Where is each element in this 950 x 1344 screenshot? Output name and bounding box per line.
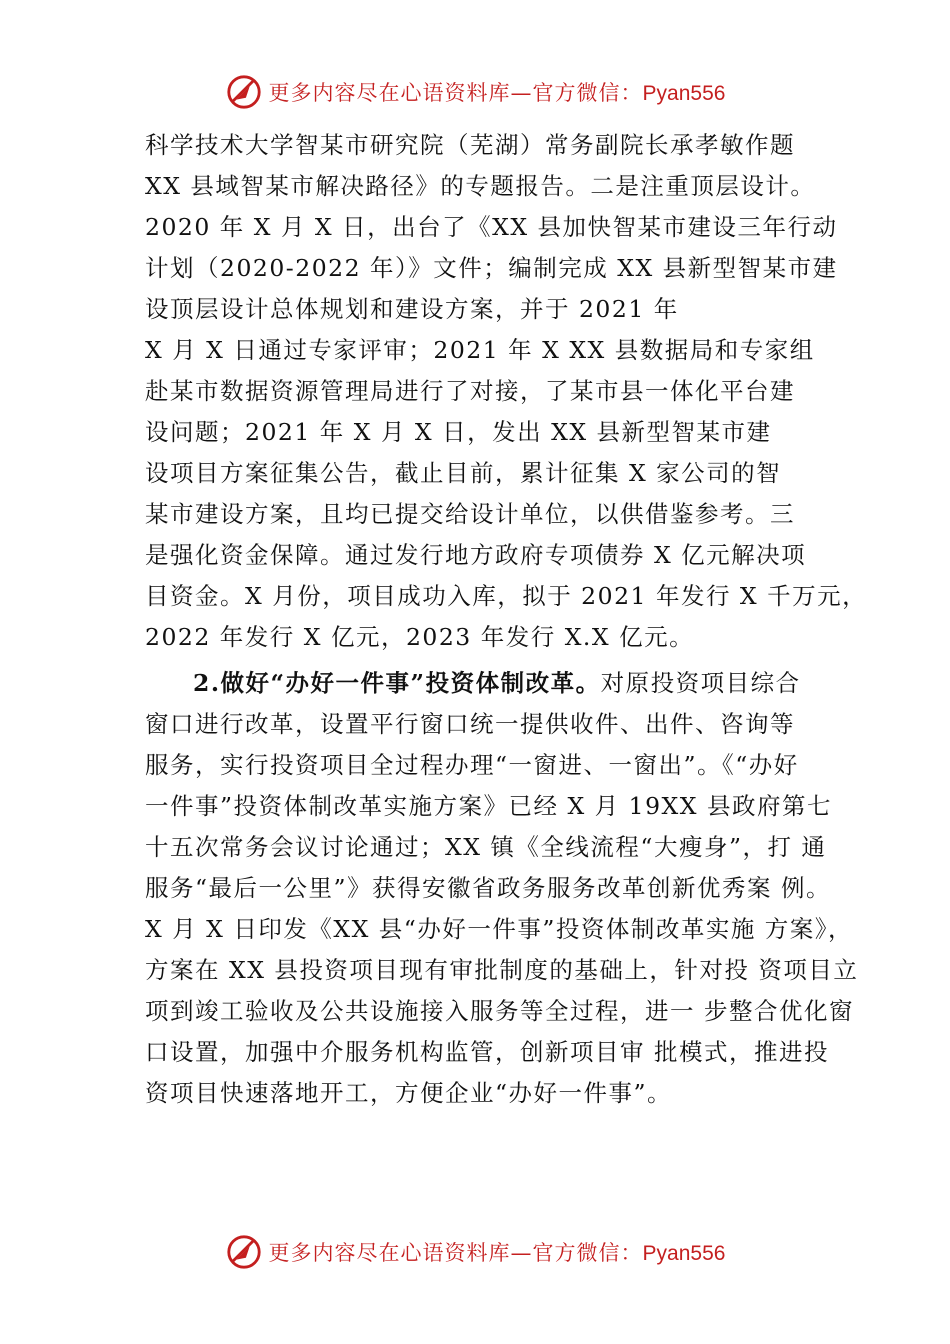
- paragraph-line: 十五次常务会议讨论通过；XX 镇《全线流程“大瘦身”，打 通: [145, 833, 827, 861]
- paragraph-line: 设项目方案征集公告，截止目前，累计征集 X 家公司的智: [145, 459, 782, 487]
- header-watermark-banner: [0, 72, 950, 112]
- paragraph-line: 一件事”投资体制改革实施方案》已经 X 月 19XX 县政府第七: [145, 792, 832, 820]
- paragraph-line: X 月 X 日印发《XX 县“办好一件事”投资体制改革实施 方案》，: [145, 915, 854, 943]
- paragraph-line: 计划（2020-2022 年）》文件；编制完成 XX 县新型智某市建: [145, 254, 838, 282]
- section-heading: 2.做好“办好一件事”投资体制改革。: [193, 669, 601, 697]
- paragraph-line: X 月 X 日通过专家评审；2021 年 X XX 县数据局和专家组: [145, 336, 815, 364]
- paragraph-line: 某市建设方案，且均已提交给设计单位，以供借鉴参考。三: [145, 500, 795, 528]
- pen-logo-icon: [225, 73, 263, 111]
- paragraph-line: 设问题；2021 年 X 月 X 日，发出 XX 县新型智某市建: [145, 418, 772, 446]
- section-heading-line: [193, 663, 801, 703]
- paragraph-line: 服务，实行投资项目全过程办理“一窗进、一窗出”。《“办好: [145, 751, 799, 779]
- paragraph-line-rest: 对原投资项目综合: [600, 669, 801, 697]
- paragraph-line: 设顶层设计总体规划和建设方案，并于 2021 年: [145, 295, 679, 323]
- footer-watermark-banner: [0, 1232, 950, 1272]
- paragraph-line: 方案在 XX 县投资项目现有审批制度的基础上，针对投 资项目立: [145, 956, 859, 984]
- paragraph-line: 2022 年发行 X 亿元，2023 年发行 X.X 亿元。: [145, 623, 695, 651]
- paragraph-line: 窗口进行改革，设置平行窗口统一提供收件、出件、咨询等: [145, 710, 795, 738]
- paragraph-line: 科学技术大学智某市研究院（芜湖）常务副院长承孝敏作题: [145, 131, 795, 159]
- paragraph-line: 赴某市数据资源管理局进行了对接，了某市县一体化平台建: [145, 377, 795, 405]
- banner-text: 更多内容尽在心语资料库—官方微信：: [268, 1241, 643, 1265]
- paragraph-line: 口设置，加强中介服务机构监管，创新项目审 批模式，推进投: [145, 1038, 829, 1066]
- paragraph-line: 资项目快速落地开工，方便企业“办好一件事”。: [145, 1079, 673, 1107]
- paragraph-line: 服务“最后一公里”》获得安徽省政务服务改革创新优秀案 例。: [145, 874, 831, 902]
- paragraph-line: 2020 年 X 月 X 日，出台了《XX 县加快智某市建设三年行动: [145, 213, 838, 241]
- paragraph-line: 项到竣工验收及公共设施接入服务等全过程，进一 步整合优化窗: [145, 997, 854, 1025]
- pen-logo-icon: [225, 1233, 263, 1271]
- banner-text: 更多内容尽在心语资料库—官方微信：: [268, 81, 643, 105]
- wechat-id: Pyan556: [642, 1242, 726, 1265]
- paragraph-line: 目资金。X 月份，项目成功入库，拟于 2021 年发行 X 千万元，: [145, 582, 868, 610]
- wechat-id: Pyan556: [642, 82, 726, 105]
- paragraph-line: 是强化资金保障。通过发行地方政府专项债券 X 亿元解决项: [145, 541, 807, 569]
- paragraph-line: XX 县域智某市解决路径》的专题报告。二是注重顶层设计。: [145, 172, 816, 200]
